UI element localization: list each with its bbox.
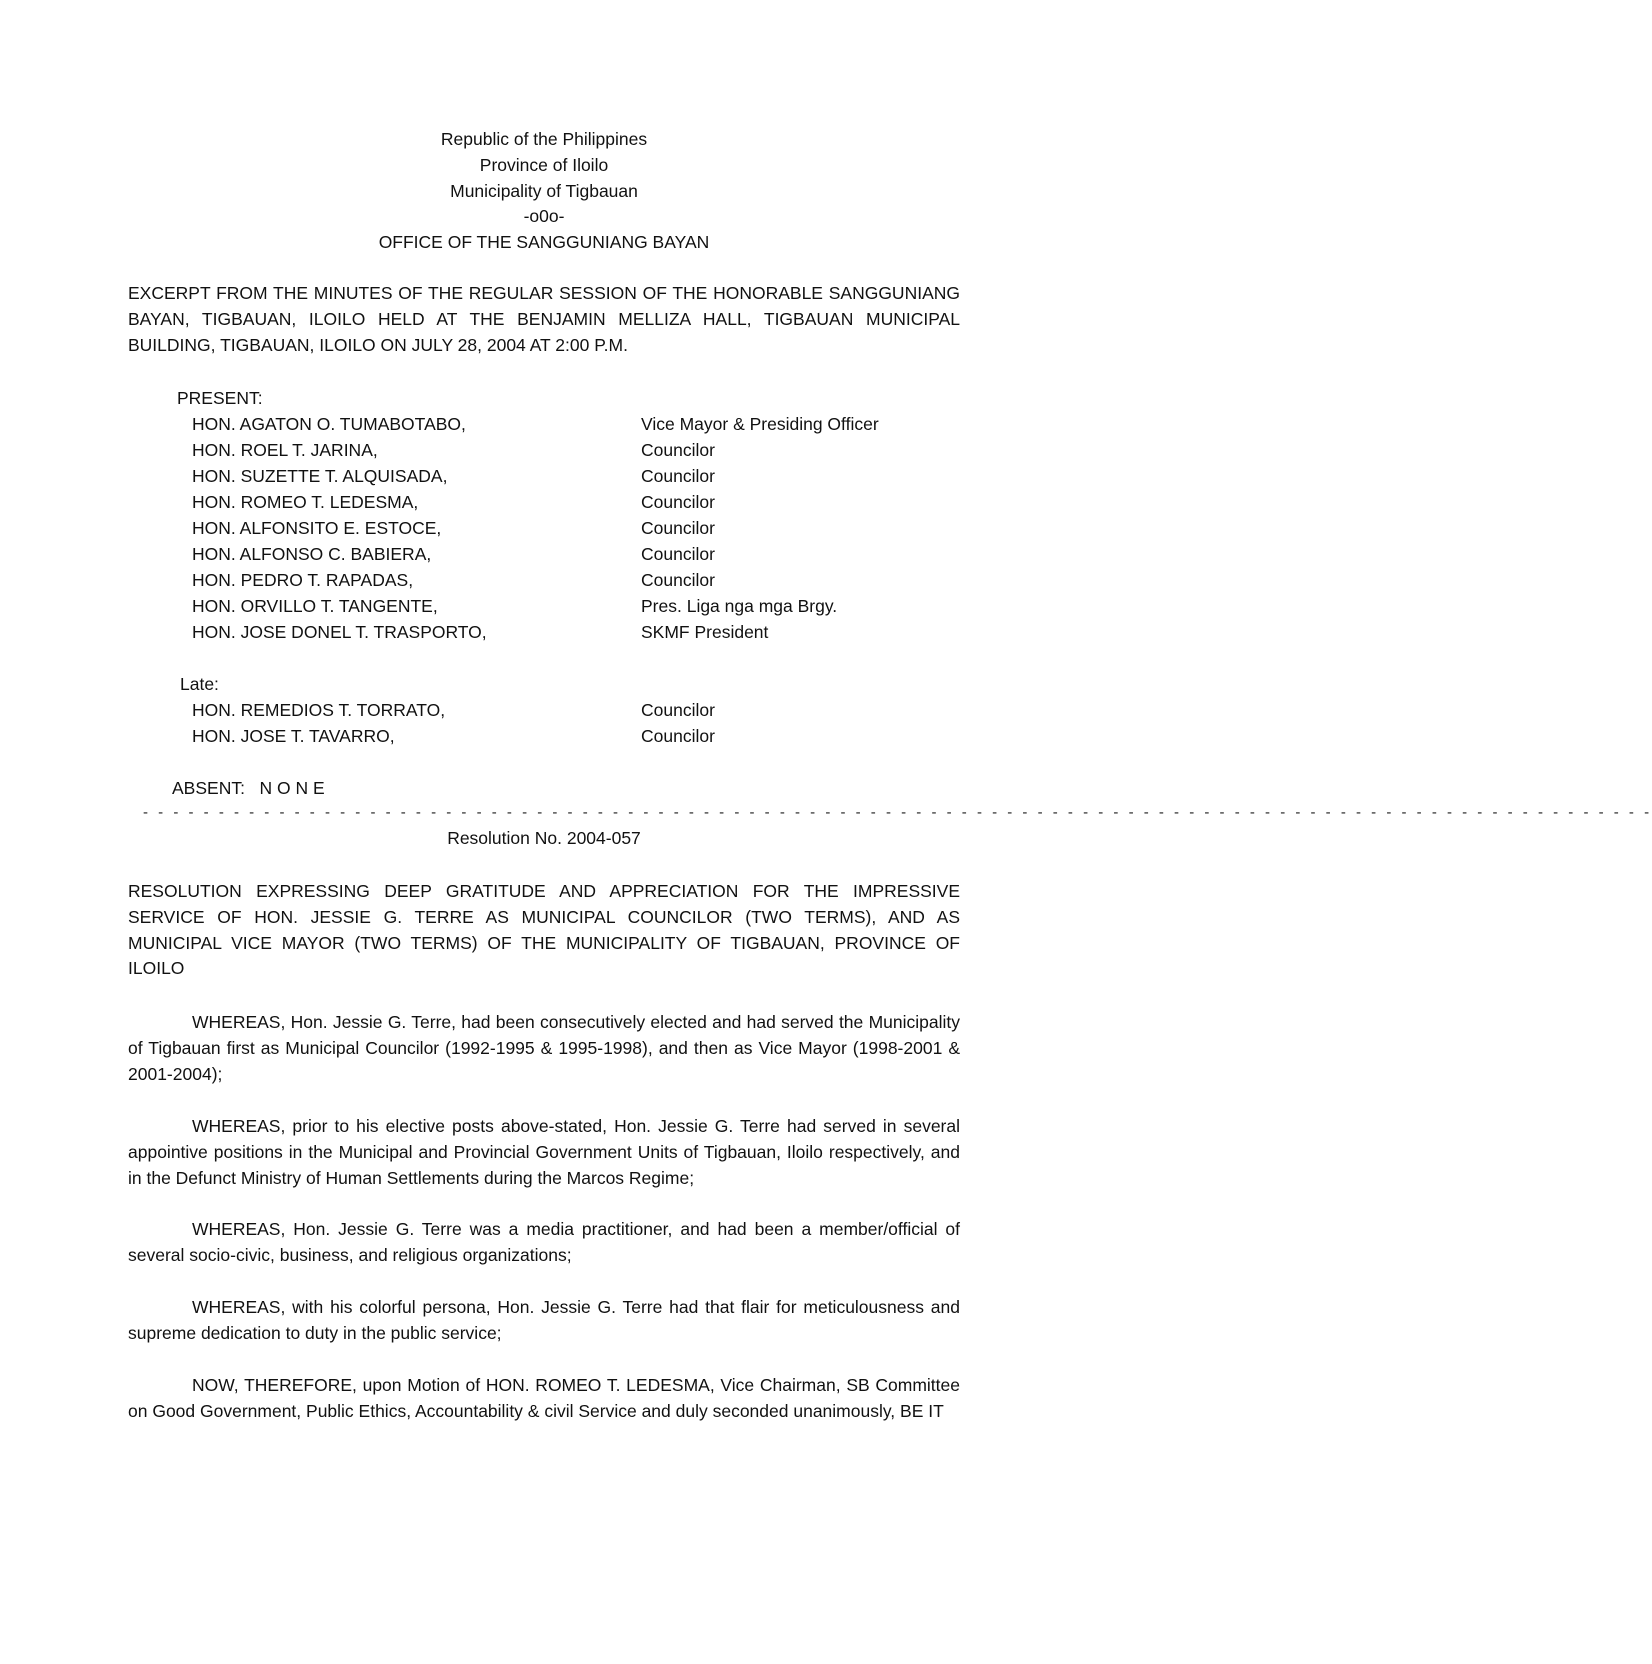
attendee-row (192, 620, 960, 646)
attendee-position: Councilor (641, 518, 715, 538)
late-label: Late: (180, 674, 219, 694)
header-province: Province of Iloilo (479, 154, 609, 175)
attendee-position: Councilor (641, 726, 715, 746)
attendee-name: HON. JOSE DONEL T. TRASPORTO, (192, 622, 487, 642)
attendee-name: HON. JOSE T. TAVARRO, (192, 726, 395, 746)
whereas-paragraph: WHEREAS, prior to his elective posts above-stated, Hon. Jessie G. Terre had served in several appointive positions in the Municipal and Provincial Government Units of Tigbauan, Iloilo respectively, and in the Defunct Ministry of Human Settlements during the Marcos Regime; (128, 1116, 960, 1188)
resolving-paragraph: NOW, THEREFORE, upon Motion of HON. ROMEO T. LEDESMA, Vice Chairman, SB Committee on Good Government, Public Ethics, Accountability & civil Service and duly seconded unanimously, BE IT (128, 1375, 960, 1421)
attendee-position: Vice Mayor & Presiding Officer (641, 414, 879, 434)
resolution-number: Resolution No. 2004-057 (447, 828, 641, 848)
attendee-row (192, 438, 960, 464)
attendee-position: Councilor (641, 466, 715, 486)
attendee-row (192, 698, 960, 724)
letterhead (0, 127, 1088, 256)
attendee-row (192, 516, 960, 542)
attendee-name: HON. ORVILLO T. TANGENTE, (192, 596, 438, 616)
excerpt-statement: EXCERPT FROM THE MINUTES OF THE REGULAR SESSION OF THE HONORABLE SANGGUNIANG BAYAN, TIGBAUAN, ILOILO HELD AT THE BENJAMIN MELLIZA HALL, TIGBAUAN MUNICIPAL BUILDING, TIGBAUAN, ILOILO ON JULY 28, 2004 AT 2:00 P.M. (128, 283, 960, 355)
header-office: OFFICE OF THE SANGGUNIANG BAYAN (378, 232, 710, 253)
attendee-position: Councilor (641, 440, 715, 460)
attendee-name: HON. ROMEO T. LEDESMA, (192, 492, 419, 512)
header-separator: -o0o- (523, 206, 565, 227)
attendee-row (192, 594, 960, 620)
attendee-position: Pres. Liga nga mga Brgy. (641, 596, 838, 616)
attendee-name: HON. ROEL T. JARINA, (192, 440, 378, 460)
header-republic: Republic of the Philippines (440, 129, 648, 149)
resolution-title: RESOLUTION EXPRESSING DEEP GRATITUDE AND APPRECIATION FOR THE IMPRESSIVE SERVICE OF HON. JESSIE G. TERRE AS MUNICIPAL COUNCILOR (TWO TERMS), AND AS MUNICIPAL VICE MAYOR (TWO TERMS) OF THE MUNICIPALITY OF TIGBAUAN, PROVINCE OF ILOILO (128, 881, 960, 979)
whereas-paragraph: WHEREAS, with his colorful persona, Hon. Jessie G. Terre had that flair for meticulousness and supreme dedication to duty in the public service; (128, 1297, 960, 1343)
attendee-position: Councilor (641, 544, 715, 564)
attendee-position: Councilor (641, 570, 715, 590)
whereas-paragraph: WHEREAS, Hon. Jessie G. Terre, had been consecutively elected and had served the Municipality of Tigbauan first as Municipal Councilor (1992-1995 & 1995-1998), and then as Vice Mayor (1998-2001 & 2001-2004); (128, 1012, 960, 1084)
attendee-position: Councilor (641, 700, 715, 720)
attendee-position: Councilor (641, 492, 715, 512)
attendee-row (192, 412, 960, 438)
attendee-name: HON. PEDRO T. RAPADAS, (192, 570, 414, 590)
header-municipality: Municipality of Tigbauan (450, 180, 638, 201)
attendee-row (192, 464, 960, 490)
attendee-name: HON. ALFONSITO E. ESTOCE, (192, 518, 442, 538)
absent-line: ABSENT: N O N E (172, 778, 325, 798)
attendee-row (192, 724, 960, 750)
attendee-name: HON. AGATON O. TUMABOTABO, (192, 414, 466, 434)
whereas-paragraph: WHEREAS, Hon. Jessie G. Terre was a media practitioner, and had been a member/official of several socio-civic, business, and religious organizations; (128, 1219, 960, 1265)
attendee-name: HON. ALFONSO C. BABIERA, (192, 544, 432, 564)
attendee-position: SKMF President (641, 622, 769, 642)
attendee-row (192, 490, 960, 516)
section-divider: - - - - - - - - - - - - - - - - - - - - - - - - - - - - - - - - - - - - - - - - - - - - - - - - - - - - - - - - - - - - - - - - - - - - - - - - - - - - - - - - - - - - - - - - - - - - - - - - - - - - (143, 804, 1652, 821)
present-label: PRESENT: (177, 388, 263, 408)
attendee-name: HON. SUZETTE T. ALQUISADA, (192, 466, 448, 486)
attendee-row (192, 568, 960, 594)
attendee-row (192, 542, 960, 568)
attendee-name: HON. REMEDIOS T. TORRATO, (192, 700, 446, 720)
